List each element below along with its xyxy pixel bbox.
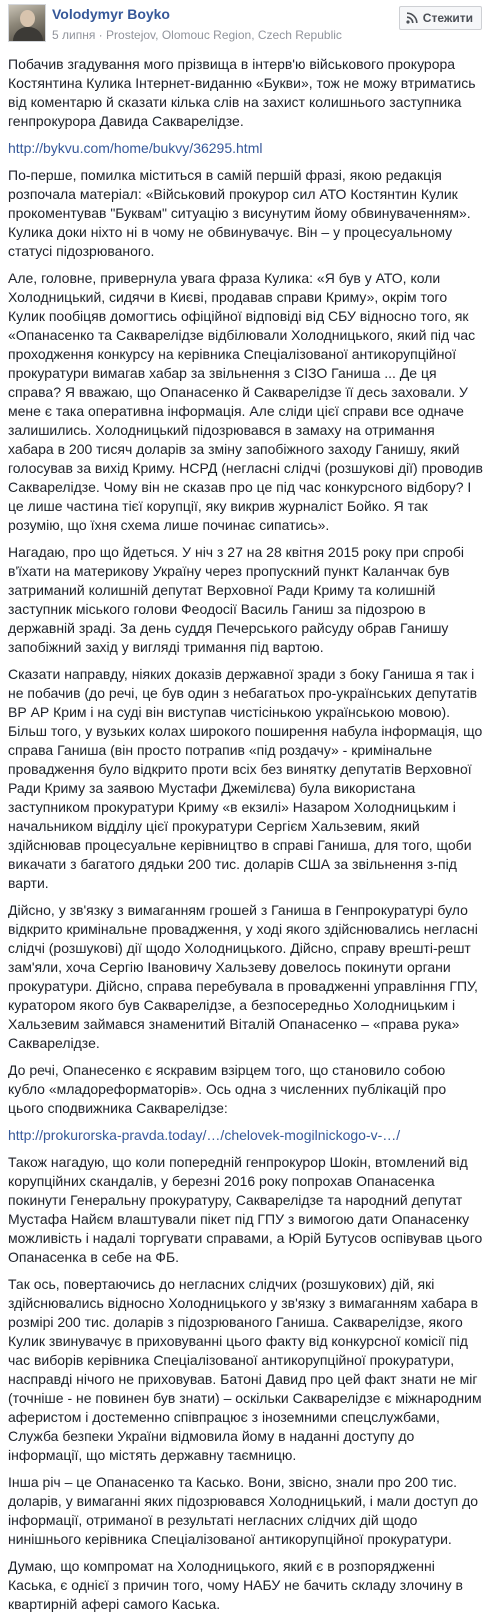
meta-separator: · <box>95 28 107 42</box>
post-meta <box>52 28 342 42</box>
avatar-head <box>20 10 35 27</box>
post-header <box>0 0 490 52</box>
post-body <box>8 55 484 1622</box>
post-location-link[interactable]: Prostejov, Olomouc Region, Czech Republic <box>106 28 342 42</box>
post-paragraph: Також нагадую, що коли попередній генпрокурор Шокін, втомлений від корупційних скандалів, у березні 2016 року попрохав Опанасенка покинути Генеральну прокуратуру, Сакварелідзе та народний депутат Мустафа Найєм влаштували пікет під ГПУ з вимогою дати Опанасенку можливість і надалі торгувати справами, а Юрій Бутусов оспівував цього Опанасенка в себе на ФБ. <box>8 1154 483 1265</box>
post-paragraph: Думаю, що компромат на Холодницького, який є в розпорядженні Каська, є однієї з причин того, чому НАБУ не бачить складу злочину в квартирній афері самого Каська. <box>8 1558 463 1612</box>
post-paragraph: До речі, Опанесенко є яскравим взірцем того, що становило собою кубло «младореформаторів». Ось одна з численних публікацій про цього сподвижника Сакварелідзе: <box>8 1062 447 1116</box>
post-paragraph: Побачив згадування мого прізвища в інтерв'ю військового прокурора Костянтина Кулика Інтернет-виданню «Букви», тож не можу втриматись від коментарю й сказати кілька слів на захист колишнього заступника генпрокурора Давида Сакварелідзе. <box>8 56 476 129</box>
post-paragraph: Але, головне, привернула увага фраза Кулика: «Я був у АТО, коли Холодницький, сидячи в Києві, продавав справи Криму», окрім того Кулик пообіцяв домогтись офіційної відповіді від СБУ відносно того, як «Опанасенко та Сакварелідзе відбілювали Холодницького, який під час проходження конкурсу на керівника Спеціалізованої антикорупційної прокуратури вимагав хабар за звільнення з СІЗО Ганиша ... Де ця справа? Я вважаю, що Опанасенко й Сакварелідзе її десь заховали. У мене є така оперативна інформація. Але сліди цієї справи все одначе залишились. Холодницький підозрювався в замаху на отримання хабара в 200 тисяч доларів за зміну запобіжного заходу Ганишу, який голосував за вихід Криму. НСРД (негласні слідчі (розшукові дії) проводив Сакварелідзе. Чому він не сказав про це під час конкурсного відбору? І це лише частина тієї корупції, яку викрив журналіст Бойко. Я так розумію, що їхня схема лише починає сипатись». <box>8 270 483 533</box>
post-date-link[interactable]: 5 липня <box>52 28 96 42</box>
post-link-paragraph <box>8 1126 484 1145</box>
post-paragraph: Дійсно, у зв'язку з вимаганням грошей з Ганиша в Генпрокуратурі було відкрито кримінальне провадження, у ході якого здійснювались негласні слідчі (розшукові) дії щодо Холодницького. Дійсно, справу врешті-решт зам'яли, хоча Сергію Івановичу Хальзеву довелось покинути органи прокуратури. Дійсно, справа перебувала в провадженні управління ГПУ, куратором якого був Сакварелідзе, а безпосередньо Холодницьким і Хальзевим займався знаменитий Віталій Опанасенко – «права рука» Сакварелідзе. <box>8 902 478 1051</box>
post-paragraph: Сказати направду, ніяких доказів державної зради з боку Ганиша я так і не побачив (до речі, це був один з небагатьох про-українських депутатів ВР АР Крим і на суді він виступав чистісінькою українською мовою). Більш того, у вузьких колах широкого поширення набула інформація, що справа Ганиша (він просто потрапив «під роздачу» - кримінальне провадження було відкрито проти всіх без винятку депутатів Верховної Ради Криму за заявою Мустафи Джемілєва) була використана заступником прокуратури Криму «в екзилі» Назаром Холодницьким і начальником відділу цієї прокуратури Сергієм Хальзевим, який здійснював процесуальне керівництво в справі Ганиша, для того, щоби викачати з багатого дядьки 200 тис. доларів США за звільнення з-під варти. <box>8 666 483 891</box>
bykvu-link[interactable]: http://bykvu.com/home/bukvy/36295.html <box>8 140 263 156</box>
post-paragraph: Так ось, повертаючись до негласних слідчих (розшукових) дій, які здійснювались відносно Холодницького у зв'язку з вимаганням хабара в розмірі 200 тис. доларів з підозрюваного Ганиша. Сакварелідзе, якого Кулик звинувачує в приховуванні цього факту від конкурсної комісії під час виборів керівника Спеціалізованої антикорупційної прокуратури, насправді нічого не приховував. Батоні Давид про цей факт знати не міг (точніше - не повинен був знати) – оскільки Сакварелідзе є міжнародним аферистом і достеменно співпрацює з іноземними спецслужбами, Служба безпеки України відмовила йому в наданні доступу до інформації, що містять державну таємницю. <box>8 1276 482 1463</box>
prokurorska-pravda-link[interactable]: http://prokurorska-pravda.today/…/chelovek-mogilnickogo-v-…/ <box>8 1127 401 1143</box>
author-avatar[interactable] <box>8 4 46 42</box>
post-paragraph: Інша річ – це Опанасенко та Касько. Вони, звісно, знали про 200 тис. доларів, у вимаганні яких підозрювався Холодницький, і мали доступ до інформації, отриманої в результаті негласних слідчих дій щодо нинішнього керівника Спеціалізованої антикорупційної прокуратури. <box>8 1474 479 1547</box>
rss-icon <box>406 12 418 24</box>
follow-button[interactable] <box>399 6 482 30</box>
avatar-shoulders <box>13 27 43 42</box>
post-paragraph: Нагадаю, про що йдеться. У ніч з 27 на 28 квітня 2015 року при спробі в'їхати на материкову Україну через пропускний пункт Каланчак був затриманий колишній депутат Верховної Ради Криму та колишній заступник міського голови Феодосії Василь Ганиш за підозрою в державній зраді. За день суддя Печерського райсуду обрав Ганишу запобіжний захід у вигляді тримання під вартою. <box>8 544 465 655</box>
post-link-paragraph <box>8 139 484 158</box>
post-paragraph: По-перше, помилка міститься в самій першій фразі, якою редакція розпочала матеріал: «Військовий прокурор сил АТО Костянтин Кулик прокоментував "Буквам" ситуацію з висунутим йому обвинуваченням». Кулика доки ніхто ні в чому не обвинувачує. Він – у процесуальному статусі підозрюваного. <box>8 167 471 259</box>
author-name-link[interactable]: Volodymyr Boyko <box>52 6 170 22</box>
follow-button-label: Стежити <box>422 11 473 25</box>
